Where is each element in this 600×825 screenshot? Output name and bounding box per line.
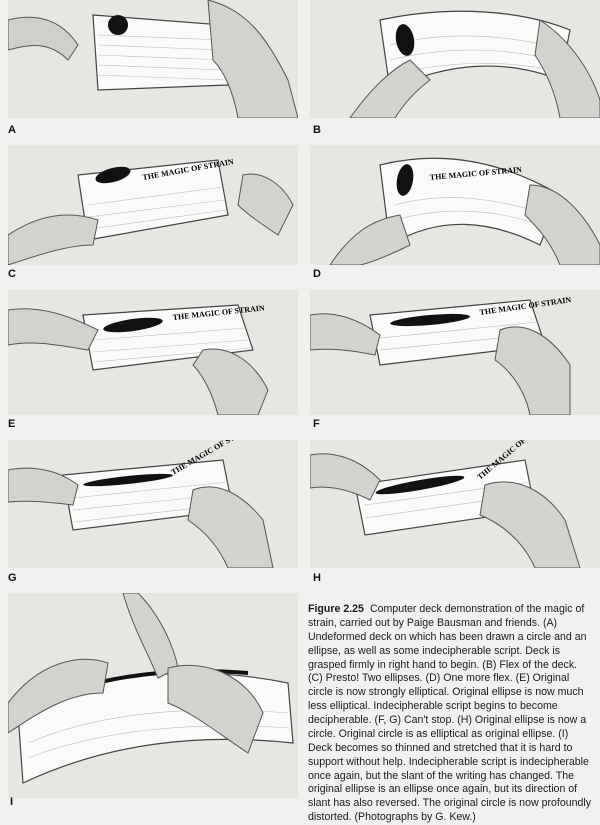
deck-text-c: THE MAGIC OF STRAIN (141, 157, 235, 182)
caption-text: Computer deck demonstration of the magic of strain, carried out by Paige Bausman and friends. (A) Undeformed deck on which has been drawn a circle and an ellipse, as well as some indecipherable script. Deck is grasped firmly in right hand to begin. (B) Flex of the deck. (C) Presto! Two ellipses. (D) One more flex. (E) Original circle is now strongly elliptical. Original ellipse is now much less elliptical. Indecipherable script begins to become decipherable. (F, G) Can't stop. (H) Original ellipse is now a circle. Original circle is as elliptical as original ellipse. (I) Deck becomes so thinned and stretched that it is hard to support without help. Indecipherable script is indecipherable once again, but the slant of the writing has changed. The original ellipse is an ellipse once again, but its direction of slant has also reversed. The original circle is now profoundly distorted. (Photographs by G. Kew.) (308, 603, 592, 824)
panel-label-h: H (313, 572, 321, 584)
photo-panel-h (310, 440, 600, 568)
figure-caption (308, 603, 592, 825)
photo-panel-b (310, 0, 600, 118)
photo-panel-c (8, 145, 298, 265)
deck-photo-a (8, 0, 298, 118)
photo-panel-i (8, 593, 298, 798)
panel-label-d: D (313, 268, 321, 280)
deck-photo-e (8, 290, 298, 415)
photo-panel-f (310, 290, 600, 415)
photo-panel-g (8, 440, 298, 568)
deck-photo-c (8, 145, 298, 265)
photo-panel-e (8, 290, 298, 415)
deck-text-f: THE MAGIC OF STRAIN (479, 295, 572, 317)
deck-photo-h (310, 440, 600, 568)
panel-label-a: A (8, 124, 16, 136)
deck-photo-d (310, 145, 600, 265)
panel-label-e: E (8, 418, 16, 430)
panel-label-c: C (8, 268, 16, 280)
deck-photo-g (8, 440, 298, 568)
panel-label-i: I (10, 796, 14, 808)
panel-label-g: G (8, 572, 17, 584)
deck-photo-b (310, 0, 600, 118)
panel-label-f: F (313, 418, 320, 430)
deck-photo-f (310, 290, 600, 415)
deck-text-d: THE MAGIC OF STRAIN (429, 164, 523, 182)
panel-label-b: B (313, 124, 321, 136)
figure-number: Figure 2.25 (308, 603, 364, 615)
deck-text-e: THE MAGIC OF STRAIN (172, 303, 266, 322)
deck-photo-i (8, 593, 298, 798)
photo-panel-d (310, 145, 600, 265)
photo-panel-a (8, 0, 298, 118)
